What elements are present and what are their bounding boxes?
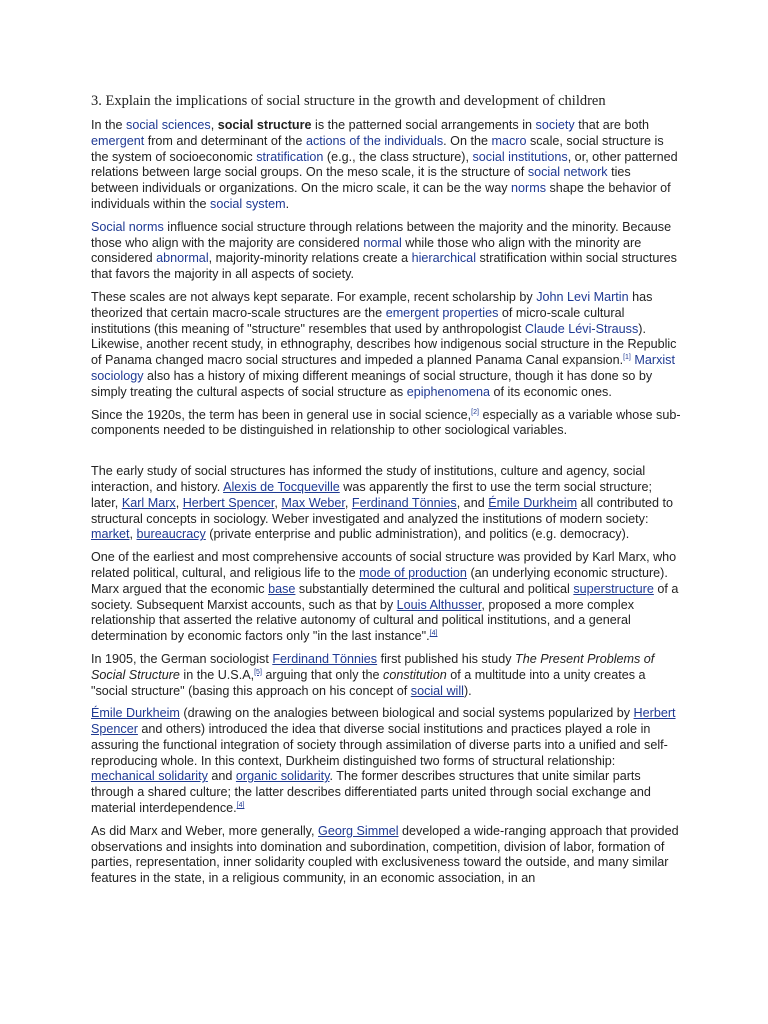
text: The early study of social structures has informed the study of institutions, culture and agency, social interaction, and history. bbox=[91, 464, 646, 494]
paragraph-since-1920s bbox=[91, 408, 681, 440]
text: substantially determined the cultural and political bbox=[295, 581, 574, 596]
link-hierarchical[interactable]: hierarchical bbox=[411, 251, 476, 266]
paragraph-scales bbox=[91, 290, 681, 401]
text: , or, other patterned relations between large social groups. On the meso scale, it is the structure of bbox=[91, 149, 678, 180]
text: (private enterprise and public administration), and politics (e.g. democracy). bbox=[205, 527, 630, 542]
text: ties between individuals or organizations. On the micro scale, it can be the way bbox=[91, 165, 631, 196]
text: , bbox=[129, 527, 137, 542]
text: , bbox=[175, 495, 183, 510]
text: of micro-scale cultural institutions (this meaning of "structure" resembles that used by anthropologist bbox=[91, 305, 625, 336]
text: (e.g., the class structure), bbox=[323, 149, 473, 164]
text: of a society. Subsequent Marxist accounts, such as that by bbox=[91, 581, 679, 612]
paragraph-durkheim bbox=[91, 706, 681, 817]
text: influence social structure through relations between the majority and the minority. Because those who align with the majority are considered bbox=[91, 219, 672, 250]
link-emergent[interactable]: emergent bbox=[91, 133, 145, 148]
link-social-norms[interactable]: Social norms bbox=[91, 219, 164, 234]
paragraph-social-structure-definition bbox=[91, 118, 681, 213]
text: . The former describes structures that unite similar parts through a shared culture; the latter describes differentiated parts united through social exchange and material interdependence. bbox=[91, 769, 651, 816]
link-emergent-properties[interactable]: emergent properties bbox=[385, 305, 499, 320]
text: developed a wide-ranging approach that provided observations and insights into domination and subordination, competition, division of labor, formation of parties, representation, inner solidarity coupled with exclusiveness toward the outside, and many similar features in the state, in a religious community, in an economic association, in an bbox=[91, 823, 679, 886]
text: was apparently the first to use the term social structure; later, bbox=[91, 479, 652, 510]
text: of a multitude into a unity creates a "social structure" (basing this approach on his concept of bbox=[91, 667, 646, 698]
page-title: 3. Explain the implications of social structure in the growth and development of children bbox=[91, 93, 606, 109]
book-title: The Present Problems of Social Structure bbox=[91, 651, 655, 682]
link-emile-durkheim[interactable]: Émile Durkheim bbox=[91, 706, 180, 721]
link-mechanical-solidarity[interactable]: mechanical solidarity bbox=[91, 769, 208, 784]
text: One of the earliest and most comprehensive accounts of social structure was provided by Karl Marx, who related political, cultural, and religious life to the bbox=[91, 550, 677, 580]
link-social-system[interactable]: social system bbox=[210, 196, 286, 211]
text: , and bbox=[456, 495, 489, 510]
link-alexis-de-tocqueville[interactable]: Alexis de Tocqueville bbox=[223, 479, 340, 494]
text: scale, social structure is the system of socioeconomic bbox=[91, 133, 664, 164]
link-herbert-spencer[interactable]: Herbert Spencer bbox=[182, 495, 275, 510]
paragraph-karl-marx bbox=[91, 550, 681, 645]
link-louis-althusser[interactable]: Louis Althusser bbox=[396, 597, 482, 612]
text: arguing that only the bbox=[261, 667, 384, 682]
citation-link[interactable]: [4] bbox=[236, 801, 245, 809]
text: and bbox=[207, 769, 236, 784]
text: , proposed a more complex relationship that asserted the relative autonomy of cultural and political institutions, and a general determination by economic factors only "in the last instance". bbox=[91, 597, 634, 644]
text: while those who align with the minority are considered bbox=[91, 235, 642, 266]
citation-link[interactable]: [4] bbox=[429, 629, 438, 637]
text: ). bbox=[463, 683, 472, 698]
link-stratification[interactable]: stratification bbox=[256, 149, 324, 164]
text: , bbox=[274, 495, 282, 510]
link-organic-solidarity[interactable]: organic solidarity bbox=[235, 769, 330, 784]
text: In 1905, the German sociologist bbox=[91, 651, 273, 666]
text: first published his study bbox=[377, 651, 516, 666]
link-bureaucracy[interactable]: bureaucracy bbox=[136, 527, 206, 542]
link-marxist-sociology[interactable]: Marxist sociology bbox=[91, 353, 675, 383]
link-epiphenomena[interactable]: epiphenomena bbox=[406, 384, 491, 399]
text: has theorized that certain macro-scale structures are the bbox=[91, 289, 653, 320]
link-social-institutions[interactable]: social institutions bbox=[472, 149, 568, 164]
link-karl-marx[interactable]: Karl Marx bbox=[121, 495, 176, 510]
text: Since the 1920s, the term has been in general use in social science, bbox=[91, 407, 472, 422]
text: (drawing on the analogies between biological and social systems popularized by bbox=[179, 706, 634, 721]
link-abnormal[interactable]: abnormal bbox=[156, 251, 209, 266]
link-ferdinand-tonnies[interactable]: Ferdinand Tönnies bbox=[351, 495, 457, 510]
text: shape the behavior of individuals within the bbox=[91, 181, 671, 211]
text: . On the bbox=[443, 133, 492, 148]
text: of its economic ones. bbox=[490, 384, 612, 399]
paragraph-early-study bbox=[91, 464, 681, 543]
text: , majority-minority relations create a bbox=[208, 251, 412, 266]
link-superstructure[interactable]: superstructure bbox=[573, 581, 654, 596]
link-norms[interactable]: norms bbox=[511, 181, 547, 196]
text: In the bbox=[91, 118, 127, 132]
text: ). Likewise, another recent study, in ethnography, describes how indigenous social structure in the Republic of Panama changed macro social structures and impeded a planned Panama Canal expansion. bbox=[91, 321, 677, 368]
text: that are both bbox=[574, 118, 649, 132]
link-base[interactable]: base bbox=[268, 581, 296, 596]
text: especially as a variable whose sub-components needed to be distinguished in relationship to other sociological variables. bbox=[91, 407, 681, 438]
link-society[interactable]: society bbox=[535, 118, 575, 132]
text: stratification within social structures that favors the majority in all aspects of society. bbox=[91, 251, 677, 282]
link-social-network[interactable]: social network bbox=[527, 165, 608, 180]
link-normal[interactable]: normal bbox=[363, 235, 402, 250]
text: and others) introduced the idea that diverse social institutions and practices played a role in assuring the functional integration of society through assimilation of diverse parts into a unified and self-reproducing whole. In this context, Durkheim distinguished two forms of structural relationship: bbox=[91, 722, 668, 768]
text: is the patterned social arrangements in bbox=[311, 118, 536, 132]
link-emile-durkheim[interactable]: Émile Durkheim bbox=[488, 495, 578, 510]
text: , bbox=[344, 495, 352, 510]
text: , bbox=[210, 118, 218, 132]
link-mode-of-production[interactable]: mode of production bbox=[359, 565, 467, 580]
paragraph-tonnies-1905 bbox=[91, 652, 681, 699]
text: in the U.S.A, bbox=[179, 667, 255, 682]
paragraph-simmel bbox=[91, 824, 681, 887]
link-claude-levi-strauss[interactable]: Claude Lévi-Strauss bbox=[524, 321, 639, 336]
text: As did Marx and Weber, more generally, bbox=[91, 823, 319, 838]
link-georg-simmel[interactable]: Georg Simmel bbox=[318, 823, 399, 838]
italic-term: constitution bbox=[383, 667, 447, 682]
link-actions-of-the-individuals[interactable]: actions of the individuals bbox=[305, 133, 444, 148]
text: from and determinant of the bbox=[144, 133, 306, 148]
link-market[interactable]: market bbox=[91, 527, 130, 542]
link-macro[interactable]: macro bbox=[491, 133, 527, 148]
text: all contributed to structural concepts in sociology. Weber investigated and analyzed the institutions of modern society: bbox=[91, 495, 674, 526]
link-social-will[interactable]: social will bbox=[410, 683, 464, 698]
link-john-levi-martin[interactable]: John Levi Martin bbox=[536, 289, 629, 304]
bold-term-social-structure: social structure bbox=[217, 118, 312, 132]
text: . bbox=[285, 196, 290, 211]
text: also has a history of mixing different meanings of social structure, though it has done so by simply treating the cultural aspects of social structure as bbox=[91, 368, 653, 399]
link-max-weber[interactable]: Max Weber bbox=[281, 495, 345, 510]
section-spacer bbox=[91, 446, 681, 464]
link-ferdinand-tonnies[interactable]: Ferdinand Tönnies bbox=[272, 651, 378, 666]
link-herbert-spencer[interactable]: Herbert Spencer bbox=[91, 706, 676, 737]
citation-link[interactable]: [2] bbox=[471, 408, 479, 416]
citation-link[interactable]: [1] bbox=[623, 353, 631, 361]
text: (an underlying economic structure). Marx argued that the economic bbox=[91, 565, 668, 596]
text: These scales are not always kept separate. For example, recent scholarship by bbox=[91, 289, 537, 304]
document-page bbox=[91, 93, 681, 894]
citation-link[interactable]: [5] bbox=[254, 668, 262, 676]
link-social-sciences[interactable]: social sciences bbox=[126, 118, 211, 132]
paragraph-social-norms bbox=[91, 220, 681, 283]
